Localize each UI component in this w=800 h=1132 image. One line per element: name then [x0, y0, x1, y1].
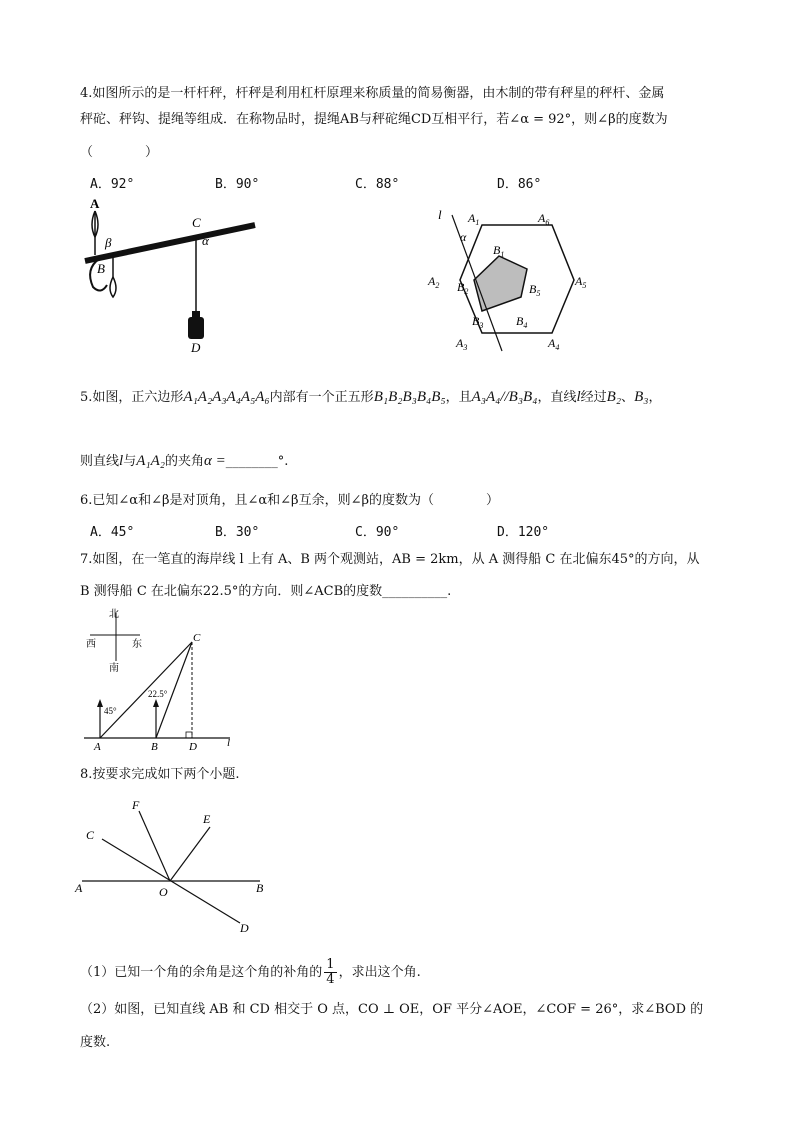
q7-text-line2: B 测得船 C 在北偏东22.5°的方向．则∠ACB的度数__________. — [80, 584, 452, 599]
steelyard-figure — [75, 195, 275, 355]
lines-label-d: D — [240, 921, 249, 935]
compass-north: 北 — [109, 609, 119, 620]
intersecting-lines-figure — [70, 795, 280, 940]
q8-sub2-line1: （2）如图，已知直线 AB 和 CD 相交于 O 点，CO ⊥ OE，OF 平分∠AOE，∠COF = 26°，求∠BOD 的 — [80, 1002, 704, 1017]
svg-text:A5: $A_5$ — [575, 274, 587, 290]
hex-label-l: l — [438, 207, 442, 222]
hex-label-b5: B — [529, 282, 537, 296]
hex-label-a1: A — [468, 211, 476, 225]
q6-option-d: D．120° — [497, 525, 550, 540]
coast-label-a: A — [94, 741, 101, 753]
coastline-figure — [80, 605, 260, 755]
coast-label-c: C — [193, 632, 201, 644]
q5-text-line1: 5.如图，正六边形A₁A₂A₃A₄A₅A₆内部有一个正五形B₁B₂B₃B₄B₅，且A₃A₄//B₃B₄，直线l经过B₂、B₃， — [80, 389, 662, 405]
angle-45: 45° — [104, 706, 117, 716]
coast-label-l: l — [227, 737, 231, 749]
lines-label-a: A — [75, 881, 83, 895]
q4-option-c: C．88° — [355, 177, 400, 192]
hex-label-a2: A — [428, 274, 436, 288]
svg-text:B1: $B_1$ — [493, 243, 505, 259]
q5-text-line2: 则直线l与A₁A₂的夹角α =________°. — [80, 453, 289, 469]
steelyard-label-beta: β — [105, 235, 112, 250]
q5-answer-blank: ________ — [225, 454, 278, 469]
lines-label-b: B — [256, 881, 264, 895]
q6-text-line1: 6.已知∠α和∠β是对顶角，且∠α和∠β互余，则∠β的度数为（ ） — [80, 493, 499, 508]
svg-text:A6: $A_6$ — [538, 211, 550, 227]
hex-label-a4: A — [548, 336, 556, 350]
svg-text:B3: $B_3$ — [472, 314, 484, 330]
q4-text-line2: 秤砣、秤钩、提绳等组成．在称物品时，提绳AB与秤砣绳CD互相平行，若∠α = 92°，则∠β的度数为 — [80, 112, 668, 127]
compass-west: 西 — [86, 639, 96, 650]
angle-22-5: 22.5° — [148, 689, 168, 699]
q7-text-line1: 7.如图，在一笔直的海岸线 l 上有 A、B 两个观测站，AB = 2km，从 A 测得船 C 在北偏东45°的方向，从 — [80, 552, 700, 567]
svg-text:B2: $B_2$ — [457, 280, 469, 296]
svg-text:A1: $A_1$ — [468, 211, 480, 227]
q8-sub2-line2: 度数. — [80, 1035, 111, 1050]
compass-south: 南 — [109, 663, 119, 674]
hex-label-a6: A — [538, 211, 546, 225]
q8-sub1: （1）已知一个角的余角是这个角的补角的 $\frac{1}{4}$ ，求出这个角. — [80, 957, 421, 987]
svg-text:B5: $B_5$ — [529, 282, 541, 298]
svg-text:B4: $B_4$ — [516, 314, 528, 330]
steelyard-label-c: C — [192, 215, 201, 230]
lines-label-o: O — [159, 885, 168, 899]
hex-label-alpha: α — [460, 230, 467, 244]
coast-label-d: D — [189, 741, 197, 753]
q4-text-line1: 4.如图所示的是一杆杆秤，杆秤是利用杠杆原理来称质量的简易衡器，由木制的带有秤星的秤杆、金属 — [80, 86, 665, 101]
steelyard-label-alpha: α — [202, 233, 209, 248]
lines-label-e: E — [203, 812, 211, 826]
lines-label-c: C — [86, 828, 95, 842]
q4-option-b: B．90° — [215, 177, 260, 192]
q4-option-a: A．92° — [90, 177, 135, 192]
lines-label-f: F — [132, 798, 140, 812]
steelyard-label-b: B — [97, 261, 105, 276]
svg-text:A4: $A_4$ — [548, 336, 560, 352]
hex-label-a3: A — [456, 336, 464, 350]
hex-label-b2: B — [457, 280, 465, 294]
hexagon-figure — [420, 205, 610, 355]
hex-label-b3: B — [472, 314, 480, 328]
compass-east: 东 — [132, 639, 142, 650]
steelyard-label-d: D — [191, 340, 201, 355]
steelyard-label-a: A — [90, 196, 100, 211]
hex-label-b1: B — [493, 243, 501, 257]
coast-label-b: B — [151, 741, 158, 753]
svg-text:A2: $A_2$ — [428, 274, 440, 290]
hex-label-a5: A — [575, 274, 583, 288]
hex-label-b4: B — [516, 314, 524, 328]
q8-text-line1: 8.按要求完成如下两个小题. — [80, 767, 240, 782]
q4-answer-paren: （ ） — [80, 145, 159, 160]
q6-option-b: B．30° — [215, 525, 260, 540]
q6-option-a: A．45° — [90, 525, 135, 540]
q4-option-d: D．86° — [497, 177, 542, 192]
svg-text:A3: $A_3$ — [456, 336, 468, 352]
q6-option-c: C．90° — [355, 525, 400, 540]
fraction-one-quarter: $\frac{1}{4}$ — [326, 957, 335, 987]
